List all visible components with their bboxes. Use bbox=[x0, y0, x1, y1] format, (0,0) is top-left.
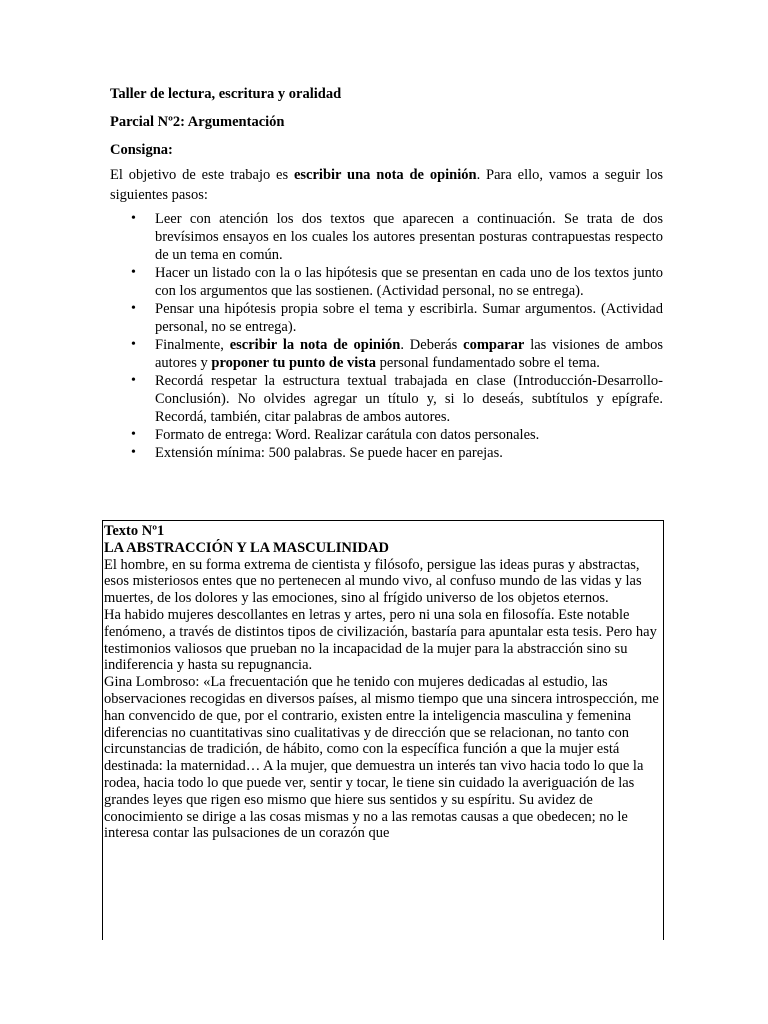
bullet-icon: • bbox=[131, 301, 136, 316]
list-item: • Extensión mínima: 500 palabras. Se puede hacer en parejas. bbox=[131, 445, 503, 461]
list-item: • Finalmente, escribir la nota de opinión. Deberás comparar las visiones de ambos autores y proponer tu punto de vista personal fundamentado sobre el tema. bbox=[131, 337, 663, 371]
text-one-box bbox=[102, 520, 664, 940]
bullet-icon: • bbox=[131, 265, 136, 280]
intro-text-end: . Para ello, vamos a seguir los siguientes pasos: bbox=[110, 167, 663, 203]
list-item: • Pensar una hipótesis propia sobre el tema y escribirla. Sumar argumentos. (Actividad personal, no se entrega). bbox=[131, 301, 663, 335]
list-item: • Recordá respetar la estructura textual trabajada en clase (Introducción-Desarrollo-Conclusión). No olvides agregar un título y, si lo deseás, subtítulos y epígrafe. Recordá, también, citar palabras de ambos autores. bbox=[131, 373, 663, 425]
intro-bold: escribir una nota de opinión bbox=[293, 167, 477, 183]
bullet-icon: • bbox=[131, 211, 136, 226]
intro-text: El objetivo de este trabajo es bbox=[110, 167, 294, 183]
text-one-title: LA ABSTRACCIÓN Y LA MASCULINIDAD bbox=[104, 539, 389, 556]
text-one-paragraph: Ha habido mujeres descollantes en letras y artes, pero ni una sola en filosofía. Este notable fenómeno, a través de distintos tipos de civilización, bastaría para apuntalar esta tesis. Pero hay testimonios valiosos que prueban no la incapacidad de la mujer para la abstracción sino su indiferencia y hasta su repugnancia. bbox=[104, 606, 657, 674]
steps-list bbox=[110, 210, 663, 462]
assignment-label: Consigna: bbox=[110, 142, 173, 158]
exam-title: Parcial Nº2: Argumentación bbox=[110, 114, 285, 130]
text-one-paragraph: Gina Lombroso: «La frecuentación que he tenido con mujeres dedicadas al estudio, las observaciones recogidas en diversos países, al mismo tiempo que una sincera introspección, me han convencido de que, por el contrario, existen entre la inteligencia masculina y femenina diferencias no cuantitativas sino cualitativas y de dirección que se relacionan, no tanto con circunstancias de tradición, de hábito, como con la específica función a que la mujer está destinada: la maternidad… A la mujer, que demuestra un interés tan vivo hacia todo lo que la rodea, hacia todo lo que puede ver, sentir y tocar, le tiene sin cuidado la averiguación de las grandes leyes que rigen eso mismo que hiere sus sentidos y su espíritu. Su avidez de conocimiento se dirige a las cosas mismas y no a las remotas causas a que obedecen; no le interesa contar las pulsaciones de un corazón que bbox=[104, 674, 659, 842]
bullet-icon: • bbox=[131, 373, 136, 388]
text-one-paragraph: El hombre, en su forma extrema de cientista y filósofo, persigue las ideas puras y abstractas, esos misteriosos entes que no pertenecen al mundo vivo, al confuso mundo de las vidas y las muertes, de los dolores y las emociones, sino al frígido universo de los objetos eternos. bbox=[104, 556, 642, 607]
intro-paragraph bbox=[110, 166, 663, 205]
course-title: Taller de lectura, escritura y oralidad bbox=[110, 86, 342, 102]
text-one-label: Texto Nº1 bbox=[104, 523, 165, 539]
bullet-icon: • bbox=[131, 337, 136, 352]
list-item: • Leer con atención los dos textos que aparecen a continuación. Se trata de dos brevísimos ensayos en los cuales los autores presentan posturas contrapuestas respecto de un tema en común. bbox=[131, 211, 663, 263]
list-item: • Formato de entrega: Word. Realizar carátula con datos personales. bbox=[131, 427, 540, 443]
list-item: • Hacer un listado con la o las hipótesis que se presentan en cada uno de los textos junto con los argumentos que las sostienen. (Actividad personal, no se entrega). bbox=[131, 265, 663, 299]
bullet-icon: • bbox=[131, 445, 136, 460]
bullet-icon: • bbox=[131, 427, 136, 442]
